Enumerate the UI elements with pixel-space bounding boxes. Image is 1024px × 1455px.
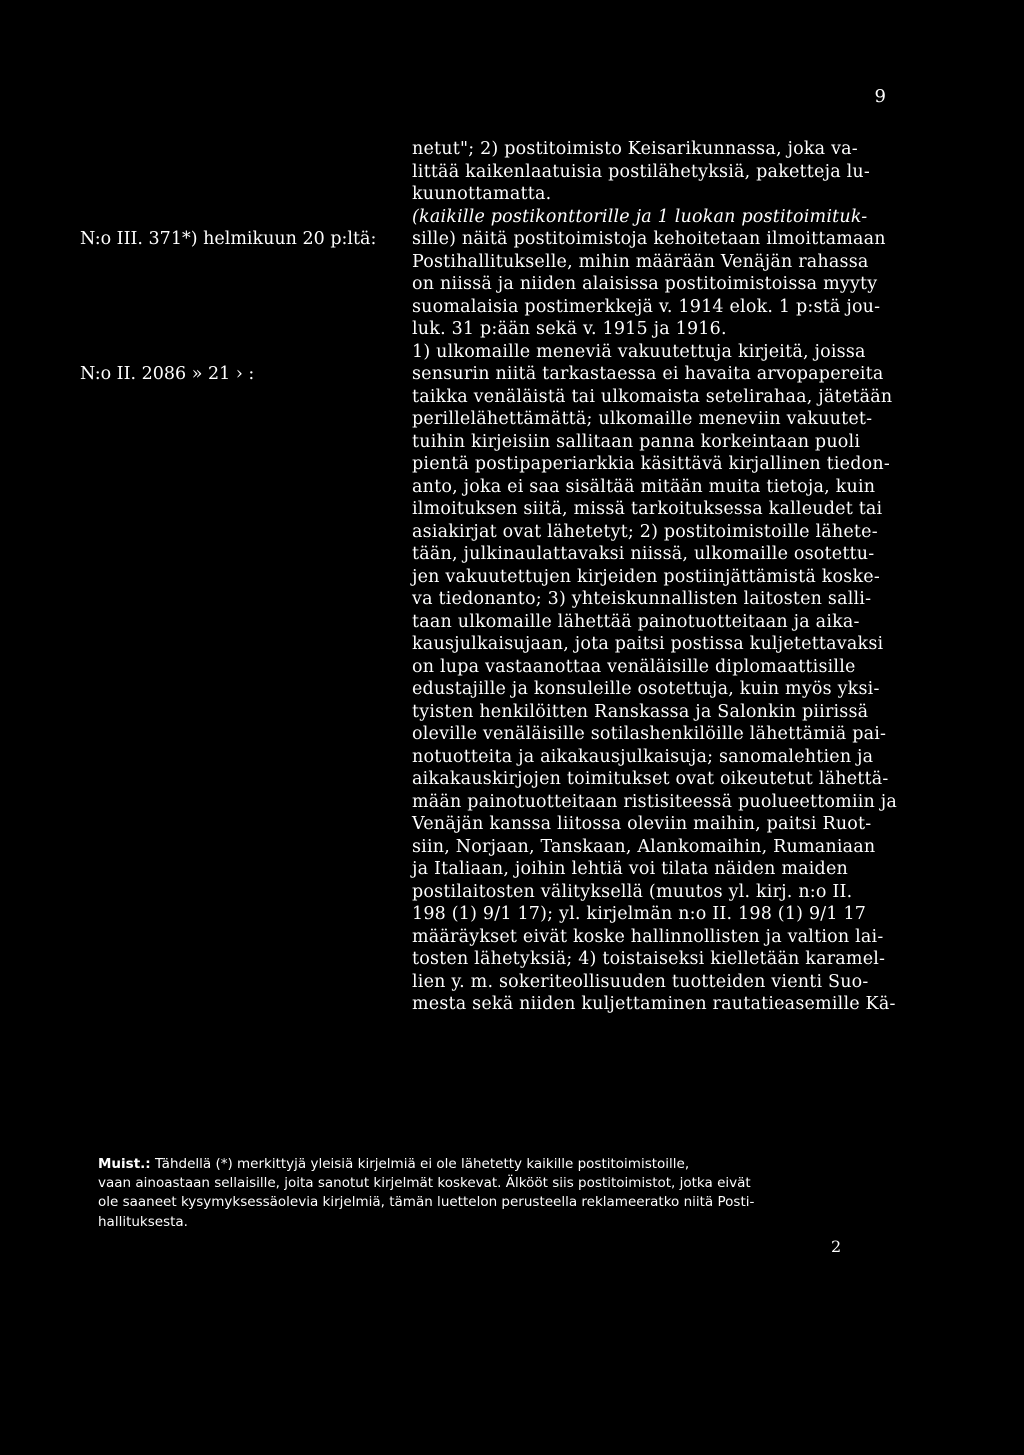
footnote-line bbox=[98, 1155, 908, 1174]
body-line: va tiedonanto; 3) yhteiskunnallisten laitosten salli- bbox=[412, 589, 872, 609]
body-line: kausjulkaisujaan, jota paitsi postissa kuljetettavaksi bbox=[412, 634, 884, 654]
body-line: 1) ulkomaille meneviä vakuutettuja kirjeitä, joissa bbox=[412, 341, 866, 362]
body-line: on lupa vastaanottaa venäläisille diplomaattisille bbox=[412, 656, 856, 677]
body-line: ja Italiaan, joihin lehtiä voi tilata näiden maiden bbox=[412, 859, 848, 879]
footnote-line: ole saaneet kysymyksessäolevia kirjelmiä, tämän luettelon perusteella reklameeratko niitä Posti- bbox=[98, 1194, 755, 1211]
body-line: 198 (1) 9/1 17); yl. kirjelmän n:o II. 198 (1) 9/1 17 bbox=[412, 904, 867, 924]
body-line: luk. 31 p:ään sekä v. 1915 ja 1916. bbox=[412, 319, 727, 339]
body-line: littää kaikenlaatuisia postilähetyksiä, paketteja lu- bbox=[412, 161, 870, 182]
body-line: taikka venäläistä tai ulkomaista setelirahaa, jätetään bbox=[412, 386, 893, 407]
body-line: mesta sekä niiden kuljettaminen rautatieasemille Kä- bbox=[412, 994, 896, 1014]
entry-label-no-ii-2086: N:o II. 2086 » 21 › : bbox=[80, 364, 255, 384]
body-line: pientä postipaperiarkkia käsittävä kirjallinen tiedon- bbox=[412, 454, 890, 474]
body-text bbox=[412, 138, 898, 1016]
body-line: määräykset eivät koske hallinnollisten ja valtion lai- bbox=[412, 926, 884, 947]
body-line: asiakirjat ovat lähetetyt; 2) postitoimistoille lähete- bbox=[412, 521, 878, 542]
body-line: postilaitosten välityksellä (muutos yl. kirj. n:o II. bbox=[412, 881, 853, 902]
body-line: oleville venäläisille sotilashenkilöille lähettämiä pai- bbox=[412, 724, 887, 744]
body-line: sensurin niitä tarkastaessa ei havaita arvopapereita bbox=[412, 364, 884, 384]
body-line: siin, Norjaan, Tanskaan, Alankomaihin, Rumaniaan bbox=[412, 836, 876, 857]
body-line: aikakauskirjojen toimitukset ovat oikeutetut lähettä- bbox=[412, 769, 889, 789]
body-line: perillelähettämättä; ulkomaille meneviin vakuutet- bbox=[412, 409, 873, 429]
body-line: suomalaisia postimerkkejä v. 1914 elok. 1 p:stä jou- bbox=[412, 296, 881, 317]
body-line: tuihin kirjeisiin sallitaan panna korkeintaan puoli bbox=[412, 431, 861, 452]
body-line: Venäjän kanssa liitossa oleviin maihin, paitsi Ruot- bbox=[412, 814, 872, 834]
body-line: mään painotuotteitaan ristisiteessä puolueettomiin ja bbox=[412, 791, 898, 812]
footnote-label: Muist.: bbox=[98, 1156, 151, 1172]
page-number: 9 bbox=[874, 86, 886, 107]
body-line: ilmoituksen siitä, missä tarkoituksessa kalleudet tai bbox=[412, 499, 883, 519]
body-line: tyisten henkilöitten Ranskassa ja Salonkin piirissä bbox=[412, 701, 869, 722]
body-line: edustajille ja konsuleille osotettuja, kuin myös yksi- bbox=[412, 679, 880, 699]
body-line: sille) näitä postitoimistoja kehoitetaan ilmoittamaan bbox=[412, 229, 886, 249]
footnote-line: hallituksesta. bbox=[98, 1213, 188, 1230]
body-line: notuotteita ja aikakausjulkaisuja; sanomalehtien ja bbox=[412, 746, 874, 767]
footnote-line: vaan ainoastaan sellaisille, joita sanotut kirjelmät koskevat. Älkööt siis postitoimistot, jotka eivät bbox=[98, 1175, 751, 1192]
body-line: (kaikille postikonttorille ja 1 luokan postitoimituk- bbox=[412, 206, 868, 227]
body-line: netut"; 2) postitoimisto Keisarikunnassa, joka va- bbox=[412, 139, 858, 159]
body-line: anto, joka ei saa sisältää mitään muita tietoja, kuin bbox=[412, 476, 876, 497]
body-line: on niissä ja niiden alaisissa postitoimistoissa myyty bbox=[412, 274, 878, 294]
body-line: taan ulkomaille lähettää painotuotteitaan ja aika- bbox=[412, 611, 860, 632]
body-line: lien y. m. sokeriteollisuuden tuotteiden vienti Suo- bbox=[412, 971, 869, 992]
body-line: Postihallitukselle, mihin määrään Venäjän rahassa bbox=[412, 251, 869, 272]
footnote bbox=[98, 1155, 908, 1232]
body-line: kuunottamatta. bbox=[412, 184, 552, 204]
body-line: tään, julkinaulattavaksi niissä, ulkomaille osotettu- bbox=[412, 544, 875, 564]
entry-label-no-iii-371: N:o III. 371*) helmikuun 20 p:ltä: bbox=[80, 229, 377, 249]
body-line: tosten lähetyksiä; 4) toistaiseksi kielletään karamel- bbox=[412, 949, 886, 969]
body-line: jen vakuutettujen kirjeiden postiinjättämistä koske- bbox=[412, 566, 880, 587]
sheet-mark: 2 bbox=[831, 1237, 842, 1256]
footnote-text: Tähdellä (*) merkittyjä yleisiä kirjelmiä ei ole lähetetty kaikille postitoimistoille, bbox=[155, 1156, 690, 1172]
